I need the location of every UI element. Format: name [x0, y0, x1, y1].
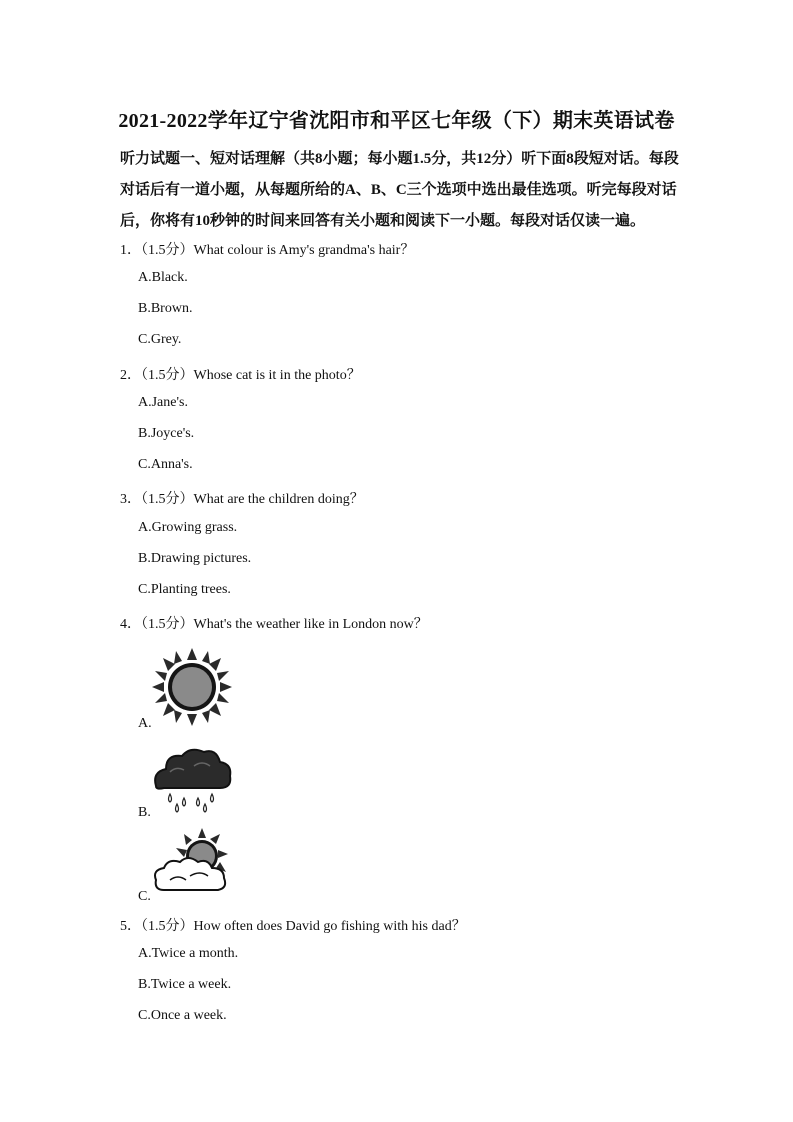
question-1	[120, 239, 414, 259]
question-score: （1.5分）	[141, 368, 194, 383]
question-score: （1.5分）	[141, 243, 194, 258]
question-score: （1.5分）	[141, 617, 194, 632]
question-text: Whose cat is it in the photo？	[193, 368, 361, 383]
question-5	[120, 915, 466, 935]
option-a: A.Jane's.	[138, 395, 188, 410]
option-b: B.Drawing pictures.	[138, 551, 252, 566]
page-title: 2021-2022学年辽宁省沈阳市和平区七年级（下）期末英语试卷	[118, 110, 675, 132]
option-a: A.Twice a month.	[138, 946, 239, 961]
question-text: How often does David go fishing with his dad？	[193, 919, 466, 934]
question-number: 4．	[120, 617, 141, 632]
sun-icon	[150, 646, 234, 728]
option-c: C.Planting trees.	[138, 582, 231, 597]
question-score: （1.5分）	[141, 919, 194, 934]
question-3	[120, 488, 364, 508]
option-a: A.Growing grass.	[138, 520, 238, 535]
option-c-label: C.	[138, 889, 151, 904]
question-text: What are the children doing？	[193, 492, 364, 507]
option-b: B.Twice a week.	[138, 977, 232, 992]
option-c: C.Once a week.	[138, 1008, 227, 1023]
question-score: （1.5分）	[141, 492, 194, 507]
question-text: What colour is Amy's grandma's hair？	[193, 243, 415, 258]
question-number: 3．	[120, 492, 141, 507]
rain-cloud-icon	[150, 742, 234, 816]
question-2	[120, 364, 361, 384]
question-4	[120, 613, 428, 633]
option-c: C.Grey.	[138, 332, 182, 347]
question-number: 1．	[120, 243, 141, 258]
question-text: What's the weather like in London now？	[193, 617, 428, 632]
option-a-label: A.	[138, 716, 152, 731]
option-c: C.Anna's.	[138, 457, 193, 472]
question-number: 2．	[120, 368, 141, 383]
section-instructions: 听力试题一、短对话理解（共8小题；每小题1.5分，共12分）听下面8段短对话。每段对话后有一道小题，从每题所给的A、B、C三个选项中选出最佳选项。听完每段对话后，你将有10秒钟的时间来回答有关小题和阅读下一小题。每段对话仅读一遍。	[120, 151, 679, 229]
question-number: 5．	[120, 919, 141, 934]
option-b: B.Joyce's.	[138, 426, 195, 441]
option-a: A.Black.	[138, 270, 188, 285]
option-b: B.Brown.	[138, 301, 193, 316]
sun-behind-cloud-icon	[150, 826, 234, 900]
option-b-label: B.	[138, 805, 151, 820]
